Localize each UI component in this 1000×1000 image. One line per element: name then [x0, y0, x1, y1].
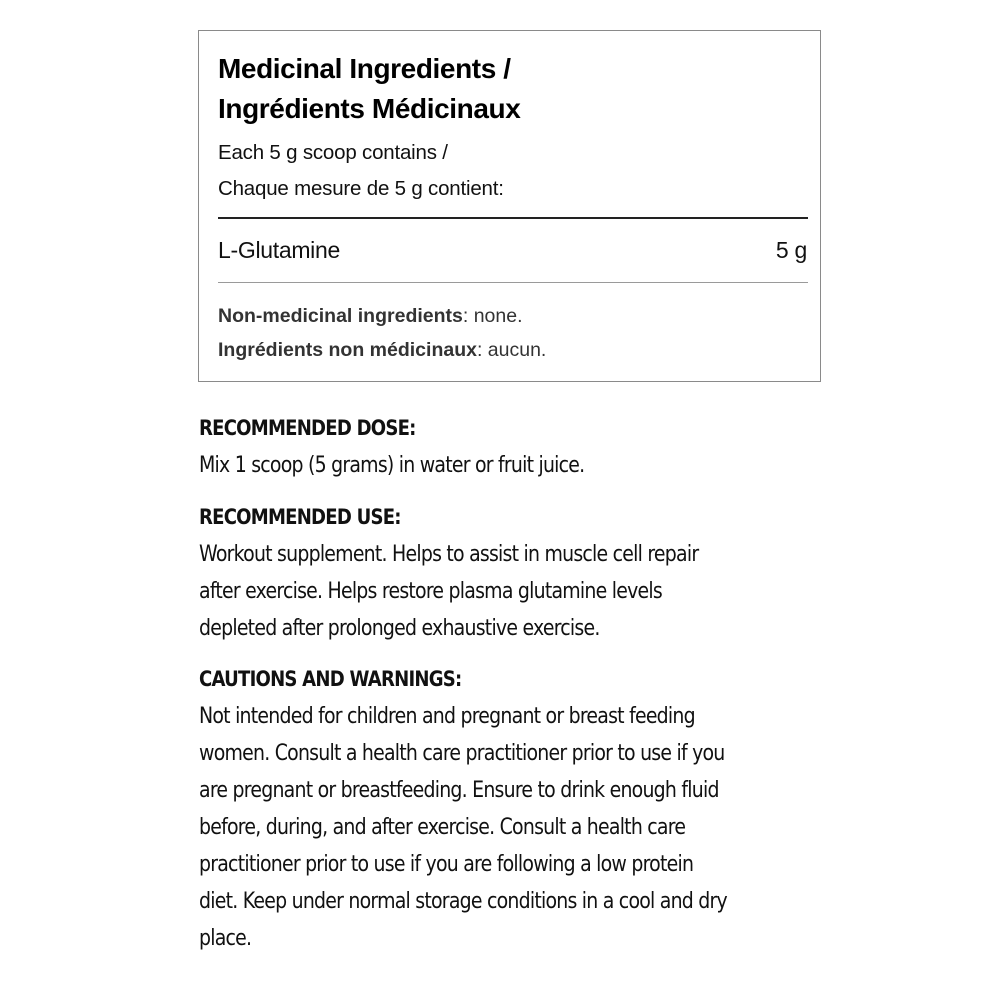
cautions-section — [199, 664, 839, 957]
recommended-use-heading: RECOMMENDED USE: — [199, 505, 401, 529]
non-medicinal-en-label: Non-medicinal ingredients — [218, 305, 463, 327]
ingredients-title — [218, 49, 520, 129]
divider-thick — [218, 217, 808, 219]
divider-thin — [218, 282, 808, 283]
ingredients-title-fr: Ingrédients Médicinaux — [218, 93, 521, 124]
ingredient-name: L-Glutamine — [218, 237, 340, 263]
recommended-use-section — [199, 502, 839, 647]
ingredients-title-en: Medicinal Ingredients / — [218, 53, 511, 84]
recommended-dose-section — [199, 413, 839, 484]
ingredient-amount: 5 g — [775, 237, 807, 263]
medicinal-ingredients-panel — [198, 30, 821, 382]
text-line: practitioner prior to use if you are following a low protein — [199, 852, 694, 877]
text-line: diet. Keep under normal storage conditions in a cool and dry — [199, 889, 727, 914]
text-line: Mix 1 scoop (5 grams) in water or fruit juice. — [199, 453, 585, 478]
text-line: depleted after prolonged exhaustive exercise. — [199, 616, 600, 641]
recommended-use-body — [199, 536, 749, 647]
text-line: Not intended for children and pregnant or breast feeding — [199, 704, 695, 729]
serving-size-fr: Chaque mesure de 5 g contient: — [218, 177, 504, 200]
recommended-dose-body — [199, 447, 749, 484]
text-line: are pregnant or breastfeeding. Ensure to drink enough fluid — [199, 778, 719, 803]
non-medicinal-en — [218, 299, 546, 333]
text-line: after exercise. Helps restore plasma glutamine levels — [199, 579, 662, 604]
non-medicinal-ingredients — [218, 299, 546, 367]
recommended-dose-heading: RECOMMENDED DOSE: — [199, 416, 416, 440]
cautions-body — [199, 698, 749, 957]
serving-size-en: Each 5 g scoop contains / — [218, 141, 448, 164]
text-line: women. Consult a health care practitioner prior to use if you — [199, 741, 725, 766]
non-medicinal-fr-value: : aucun. — [476, 339, 547, 361]
text-line: place. — [199, 926, 252, 951]
text-line: Workout supplement. Helps to assist in muscle cell repair — [199, 542, 699, 567]
non-medicinal-fr — [218, 333, 546, 367]
ingredient-row — [218, 234, 807, 266]
text-line: before, during, and after exercise. Consult a health care — [199, 815, 686, 840]
cautions-heading: CAUTIONS AND WARNINGS: — [199, 667, 462, 691]
non-medicinal-fr-label: Ingrédients non médicinaux — [218, 339, 477, 361]
non-medicinal-en-value: : none. — [462, 305, 523, 327]
serving-size-text — [218, 135, 504, 207]
